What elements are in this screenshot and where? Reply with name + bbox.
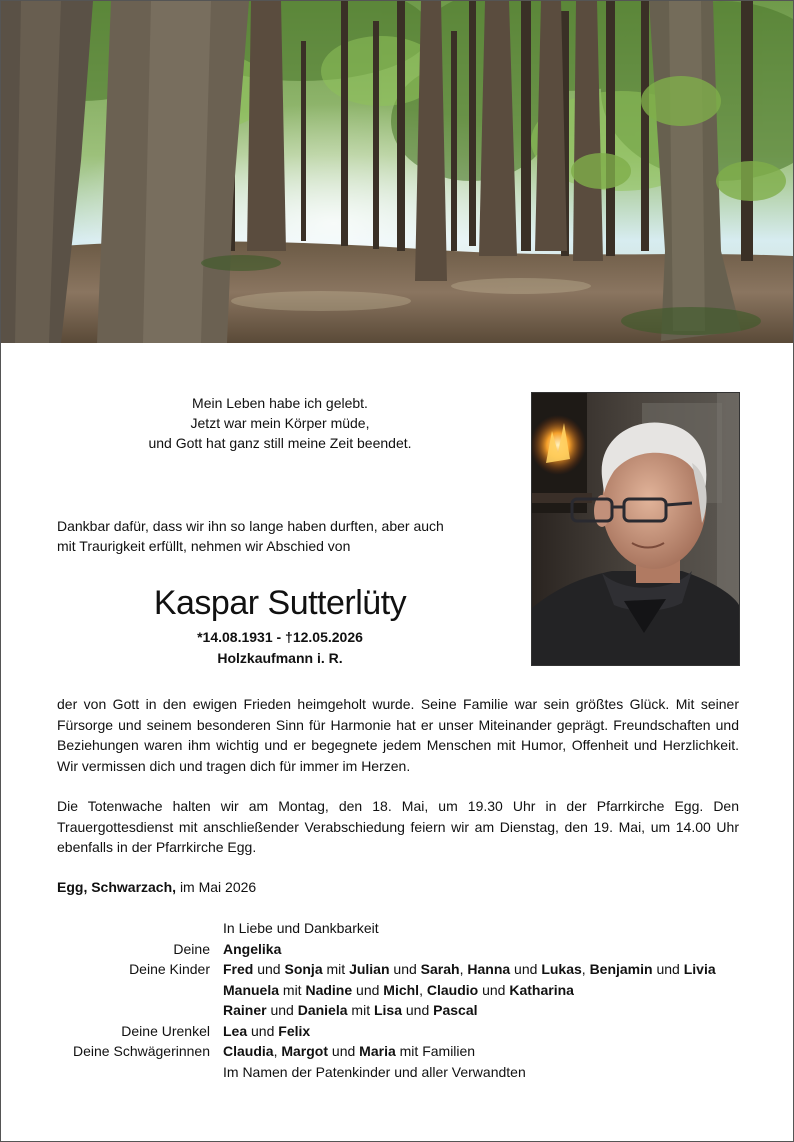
family-member-name: Felix <box>278 1022 311 1039</box>
family-member-name: Angelika <box>223 940 282 957</box>
family-names <box>223 959 747 980</box>
family-connector: und <box>402 1002 434 1018</box>
intro-line: mit Traurigkeit erfüllt, nehmen wir Abschied von <box>57 538 351 554</box>
family-row <box>57 939 747 960</box>
forest-header-image <box>1 1 793 343</box>
family-row <box>57 1062 747 1083</box>
family-names <box>223 1062 747 1083</box>
family-connector: und <box>266 1002 298 1018</box>
family-connector: mit <box>279 981 306 998</box>
family-member-name: Fred <box>223 961 254 977</box>
family-relation <box>57 980 223 1001</box>
family-member-name: Michl <box>383 981 420 998</box>
family-connector: , <box>581 961 590 977</box>
family-relation: Deine <box>173 940 210 957</box>
family-member-name: Manuela <box>223 981 280 998</box>
family-connector: und <box>328 1043 360 1059</box>
verse <box>57 393 503 453</box>
family-relation <box>57 1062 223 1083</box>
family-member-name: Hanna <box>467 961 511 977</box>
family-connector: , <box>273 1043 282 1059</box>
family-member-name: Lisa <box>373 1002 402 1018</box>
place-date <box>57 877 739 898</box>
family-member-name: Nadine <box>305 981 353 998</box>
family-member-name: Julian <box>349 961 390 977</box>
family-member-name: Sonja <box>284 961 323 977</box>
family-names <box>223 980 747 1001</box>
family-names <box>223 939 747 960</box>
portrait-photo <box>531 392 740 666</box>
family-connector: und <box>247 1022 279 1039</box>
family-connector: und <box>478 981 510 998</box>
family-member-name: Claudia <box>223 1043 274 1059</box>
family-connector: und <box>510 961 542 977</box>
family-row <box>57 1041 747 1062</box>
family-member-name: Livia <box>683 961 716 977</box>
paragraph-tribute: der von Gott in den ewigen Frieden heimgeholt wurde. Seine Familie war sein größtes Glück. Mit seiner Fürsorge und seinem besonderen Sinn für Harmonie hat er unser Miteinander geprägt. Freundschaften und Beziehungen waren ihm wichtig und er begegnete jedem Menschen mit Humor, Offenheit und Herzlichkeit. Wir vermissen dich und tragen dich für immer im Herzen. <box>57 696 739 774</box>
family-member-name: Benjamin <box>589 961 653 977</box>
family-relation: Deine Kinder <box>129 961 210 977</box>
family-member-name: Lea <box>223 1022 248 1039</box>
family-names <box>223 1000 747 1021</box>
family-row <box>57 980 747 1001</box>
family-connector: Im Namen der Patenkinder und aller Verwandten <box>223 1063 526 1080</box>
family-member-name: Margot <box>281 1043 329 1059</box>
family-heading: In Liebe und Dankbarkeit <box>223 920 379 936</box>
family-relation: Deine Urenkel <box>121 1022 210 1039</box>
life-dates: *14.08.1931 - †12.05.2026 <box>197 629 363 645</box>
family-connector: mit Familien <box>395 1043 476 1059</box>
family-member-name: Claudio <box>426 981 479 998</box>
family-member-name: Rainer <box>223 1002 267 1018</box>
family-row <box>57 1021 747 1042</box>
family-relation <box>57 1000 223 1021</box>
family-names <box>223 1021 747 1042</box>
family-member-name: Sarah <box>420 961 460 977</box>
family-connector: und <box>652 961 684 977</box>
family-member-name: Katharina <box>509 981 574 998</box>
verse-line: Mein Leben habe ich gelebt. <box>192 395 368 411</box>
family-row <box>57 959 747 980</box>
occupation: Holzkaufmann i. R. <box>217 650 343 666</box>
family-names <box>223 1041 747 1062</box>
place: Egg, Schwarzach, <box>57 879 177 895</box>
family-heading-row <box>57 918 747 939</box>
family-member-name: Lukas <box>541 961 582 977</box>
family-connector: mit <box>347 1002 374 1018</box>
deceased-name: Kaspar Sutterlüty <box>153 584 407 622</box>
family-member-name: Pascal <box>433 1002 478 1018</box>
family-connector: und <box>352 981 384 998</box>
family-list <box>57 918 747 1082</box>
family-member-name: Daniela <box>297 1002 348 1018</box>
family-relation: Deine Schwägerinnen <box>73 1043 210 1059</box>
family-connector: und <box>253 961 285 977</box>
verse-line: und Gott hat ganz still meine Zeit beendet. <box>148 435 412 451</box>
family-connector: , <box>419 981 427 998</box>
date: im Mai 2026 <box>179 879 257 895</box>
intro-line: Dankbar dafür, dass wir ihn so lange haben durften, aber auch <box>57 518 444 534</box>
family-connector: und <box>389 961 421 977</box>
verse-line: Jetzt war mein Körper müde, <box>190 415 370 431</box>
family-rows <box>57 939 747 1083</box>
intro-text <box>57 516 505 556</box>
family-member-name: Maria <box>359 1043 396 1059</box>
family-connector: mit <box>322 961 350 977</box>
family-row <box>57 1000 747 1021</box>
paragraph-service-details: Die Totenwache halten wir am Montag, den 18. Mai, um 19.30 Uhr in der Pfarrkirche Egg. Den Trauergottesdienst mit anschließender Verabschiedung feiern wir am Dienstag, den 19. Mai, um 14.00 Uhr ebenfalls in der Pfarrkirche Egg. <box>57 798 739 855</box>
family-connector: , <box>459 961 468 977</box>
